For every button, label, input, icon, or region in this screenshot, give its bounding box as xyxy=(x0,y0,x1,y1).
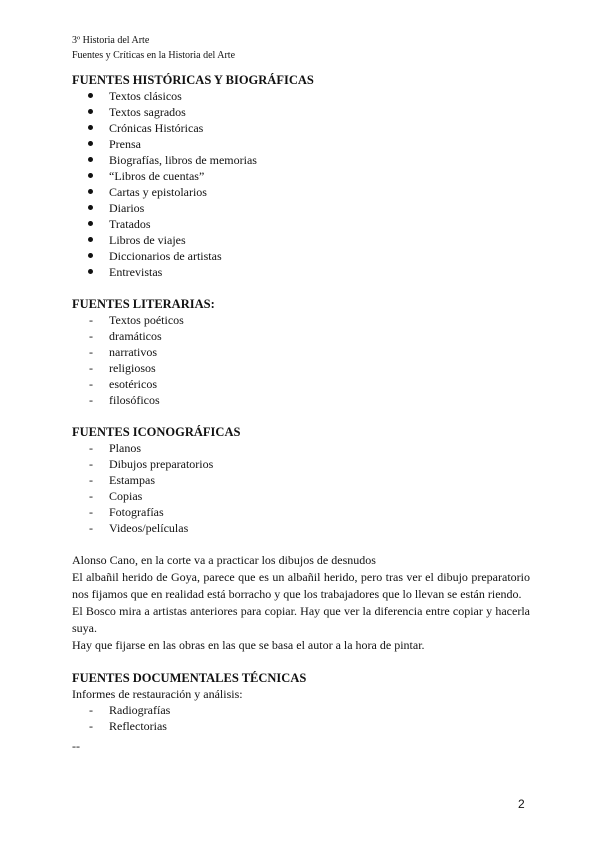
list-item-text: Estampas xyxy=(109,473,155,487)
list-item-text: Dibujos preparatorios xyxy=(109,457,214,471)
list-item-text: “Libros de cuentas” xyxy=(109,169,205,183)
list-item xyxy=(72,312,530,328)
bullet-icon xyxy=(88,269,93,274)
list-item-text: religiosos xyxy=(109,361,156,375)
list-item xyxy=(72,702,530,718)
list-item xyxy=(72,216,530,232)
list-documentales xyxy=(72,702,530,734)
list-item xyxy=(72,200,530,216)
list-item-text: Reflectorias xyxy=(109,719,167,733)
list-item xyxy=(72,718,530,734)
list-item xyxy=(72,472,530,488)
section-heading-literarias: FUENTES LITERARIAS: xyxy=(72,297,215,311)
bullet-icon xyxy=(88,125,93,130)
list-item xyxy=(72,360,530,376)
list-item-text: Textos sagrados xyxy=(109,105,186,119)
list-item xyxy=(72,104,530,120)
list-item-text: Fotografías xyxy=(109,505,164,519)
dash-marker: - xyxy=(89,521,93,535)
bullet-icon xyxy=(88,93,93,98)
header-subject: Fuentes y Críticas en la Historia del Arte xyxy=(72,50,236,61)
list-item-text: Libros de viajes xyxy=(109,233,186,247)
list-item xyxy=(72,520,530,536)
list-item-text: Radiografías xyxy=(109,703,171,717)
list-item xyxy=(72,120,530,136)
list-item-text: Planos xyxy=(109,441,142,455)
list-item xyxy=(72,136,530,152)
list-item xyxy=(72,88,530,104)
list-item xyxy=(72,504,530,520)
section-heading-iconograficas: FUENTES ICONOGRÁFICAS xyxy=(72,425,241,439)
list-item xyxy=(72,168,530,184)
bullet-icon xyxy=(88,189,93,194)
dash-marker: - xyxy=(89,489,93,503)
dash-marker: - xyxy=(89,329,93,343)
dash-marker: - xyxy=(89,313,93,327)
list-item-text: Crónicas Históricas xyxy=(109,121,204,135)
dash-marker: - xyxy=(89,457,93,471)
note-paragraph: El albañil herido de Goya, parece que es un albañil herido, pero tras ver el dibujo preparatorio nos fijamos que en realidad está borracho y que los trabajadores que lo llevan se están riendo. xyxy=(72,570,530,601)
dash-marker: - xyxy=(89,441,93,455)
dash-marker: - xyxy=(89,393,93,407)
bullet-icon xyxy=(88,157,93,162)
section-heading-historicas: FUENTES HISTÓRICAS Y BIOGRÁFICAS xyxy=(72,73,314,87)
list-item-text: Videos/películas xyxy=(109,521,189,535)
list-item xyxy=(72,392,530,408)
bullet-icon xyxy=(88,237,93,242)
list-item xyxy=(72,248,530,264)
dash-marker: - xyxy=(89,361,93,375)
document-body xyxy=(72,72,530,754)
list-item-text: esotéricos xyxy=(109,377,157,391)
bullet-icon xyxy=(88,141,93,146)
list-item-text: Textos poéticos xyxy=(109,313,184,327)
list-item xyxy=(72,328,530,344)
note-paragraph: El Bosco mira a artistas anteriores para copiar. Hay que ver la diferencia entre copiar y hacerla suya. xyxy=(72,604,530,635)
list-item xyxy=(72,152,530,168)
dash-marker: - xyxy=(89,345,93,359)
list-item xyxy=(72,344,530,360)
list-item-text: Diarios xyxy=(109,201,145,215)
list-item xyxy=(72,264,530,280)
list-item-text: narrativos xyxy=(109,345,157,359)
list-item xyxy=(72,488,530,504)
page-number: 2 xyxy=(518,797,525,811)
list-historicas xyxy=(72,88,530,280)
dash-marker: - xyxy=(89,703,93,717)
list-item xyxy=(72,440,530,456)
bullet-icon xyxy=(88,205,93,210)
dash-marker: - xyxy=(89,505,93,519)
list-item-text: Tratados xyxy=(109,217,151,231)
note-paragraph: Alonso Cano, en la corte va a practicar los dibujos de desnudos xyxy=(72,553,376,567)
bullet-icon xyxy=(88,109,93,114)
note-paragraph: Hay que fijarse en las obras en las que se basa el autor a la hora de pintar. xyxy=(72,638,425,652)
bullet-icon xyxy=(88,221,93,226)
list-item-text: Biografías, libros de memorias xyxy=(109,153,257,167)
dash-marker: - xyxy=(89,377,93,391)
dash-marker: - xyxy=(89,719,93,733)
trailing-dashes: -- xyxy=(72,739,80,753)
bullet-icon xyxy=(88,173,93,178)
list-item-text: dramáticos xyxy=(109,329,162,343)
section-intro: Informes de restauración y análisis: xyxy=(72,687,243,701)
list-item xyxy=(72,184,530,200)
header-course: 3º Historia del Arte xyxy=(72,35,150,46)
list-item-text: Diccionarios de artistas xyxy=(109,249,222,263)
list-item-text: filosóficos xyxy=(109,393,160,407)
list-item-text: Entrevistas xyxy=(109,265,163,279)
list-item-text: Copias xyxy=(109,489,143,503)
list-literarias xyxy=(72,312,530,408)
bullet-icon xyxy=(88,253,93,258)
list-item-text: Prensa xyxy=(109,137,141,151)
page-header xyxy=(72,33,235,63)
section-heading-documentales: FUENTES DOCUMENTALES TÉCNICAS xyxy=(72,671,307,685)
list-item xyxy=(72,376,530,392)
dash-marker: - xyxy=(89,473,93,487)
list-iconograficas xyxy=(72,440,530,536)
list-item xyxy=(72,232,530,248)
list-item-text: Cartas y epistolarios xyxy=(109,185,207,199)
list-item-text: Textos clásicos xyxy=(109,89,182,103)
list-item xyxy=(72,456,530,472)
